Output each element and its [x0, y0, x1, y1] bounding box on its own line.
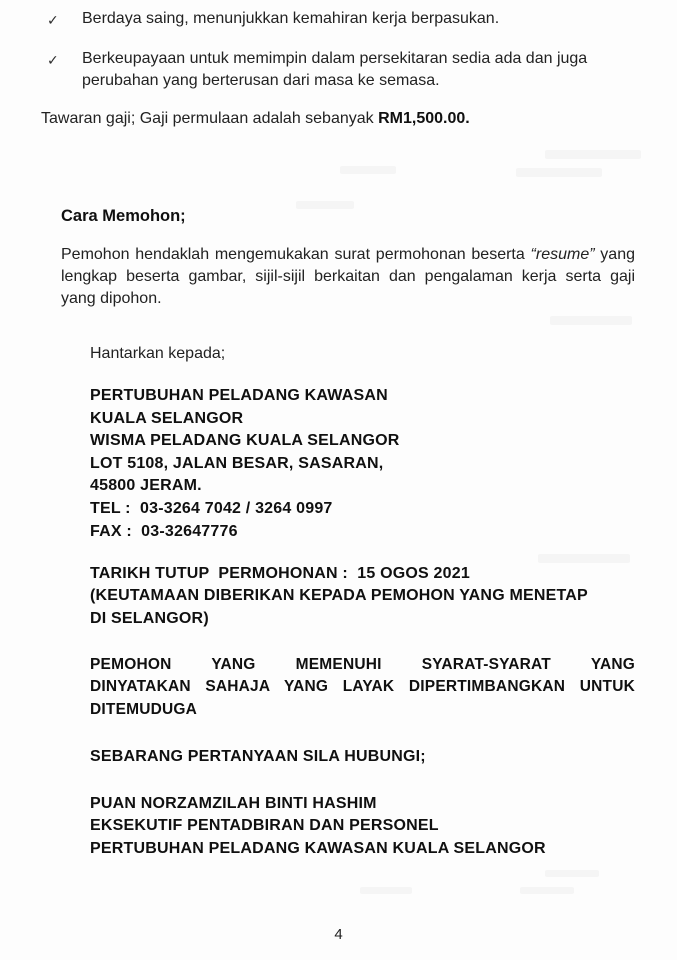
- scan-smudge: [340, 166, 396, 174]
- salary-offer-line: [41, 108, 470, 130]
- address-line: PERTUBUHAN PELADANG KAWASAN: [90, 387, 388, 404]
- salary-amount: RM1,500.00.: [378, 110, 470, 127]
- scan-smudge: [516, 168, 602, 177]
- scan-smudge: [538, 554, 630, 563]
- fax-line: FAX : 03-32647776: [90, 522, 238, 540]
- scan-smudge: [545, 150, 641, 159]
- contact-person-block: [90, 793, 546, 860]
- address-line: WISMA PELADANG KUALA SELANGOR: [90, 432, 400, 450]
- checklist-item: [47, 8, 647, 30]
- contact-name: PUAN NORZAMZILAH BINTI HASHIM: [90, 795, 377, 812]
- how-to-apply-heading: Cara Memohon;: [61, 207, 186, 225]
- requirements-checklist: [47, 8, 647, 92]
- deadline-line: TARIKH TUTUP PERMOHONAN : 15 OGOS 2021: [90, 565, 470, 582]
- checklist-item: [47, 48, 647, 92]
- contact-title: EKSEKUTIF PENTADBIRAN DAN PERSONEL: [90, 817, 439, 835]
- page-number: 4: [334, 926, 343, 943]
- send-to-label: Hantarkan kepada;: [90, 345, 226, 362]
- salary-offer-text: Tawaran gaji; Gaji permulaan adalah sebanyak: [41, 110, 379, 127]
- paragraph-line: yang dipohon.: [61, 290, 162, 307]
- checklist-item-text: Berkeupayaan untuk memimpin dalam persekitaran sedia ada dan juga perubahan yang berterusan dari masa ke semasa.: [82, 50, 588, 89]
- deadline-line: DI SELANGOR): [90, 609, 209, 627]
- contact-organization: PERTUBUHAN PELADANG KAWASAN KUALA SELANGOR: [90, 839, 546, 857]
- paragraph-text: yang: [594, 246, 636, 263]
- enquiries-heading: SEBARANG PERTANYAAN SILA HUBUNGI;: [90, 748, 426, 765]
- eligibility-paragraph: [90, 654, 635, 721]
- paragraph-line: [61, 244, 635, 266]
- scan-smudge: [360, 887, 412, 894]
- deadline-line: (KEUTAMAAN DIBERIKAN KEPADA PEMOHON YANG MENETAP: [90, 587, 588, 605]
- resume-term: “resume”: [530, 246, 595, 263]
- address-line: KUALA SELANGOR: [90, 409, 244, 427]
- scan-smudge: [520, 887, 574, 894]
- scan-smudge: [550, 316, 632, 325]
- how-to-apply-paragraph: [61, 244, 635, 310]
- check-icon: ✓: [47, 12, 59, 28]
- eligibility-line: DITEMUDUGA: [90, 700, 198, 718]
- eligibility-line: PEMOHON YANG MEMENUHI SYARAT-SYARAT YANG: [90, 656, 635, 673]
- scan-smudge: [296, 201, 354, 209]
- address-line: 45800 JERAM.: [90, 477, 202, 495]
- scan-smudge: [545, 870, 599, 877]
- check-icon: ✓: [47, 52, 59, 68]
- recipient-address-block: [90, 385, 400, 543]
- address-line: LOT 5108, JALAN BESAR, SASARAN,: [90, 454, 384, 472]
- eligibility-line: DINYATAKAN SAHAJA YANG LAYAK DIPERTIMBANGKAN UNTUK: [90, 678, 635, 696]
- checklist-item-text: Berdaya saing, menunjukkan kemahiran kerja berpasukan.: [82, 10, 500, 27]
- paragraph-line: lengkap beserta gambar, sijil-sijil berkaitan dan pengalaman kerja serta gaji: [61, 268, 635, 285]
- paragraph-text: Pemohon hendaklah mengemukakan surat permohonan beserta: [61, 246, 531, 263]
- deadline-block: [90, 563, 588, 630]
- phone-line: TEL : 03-3264 7042 / 3264 0997: [90, 499, 333, 517]
